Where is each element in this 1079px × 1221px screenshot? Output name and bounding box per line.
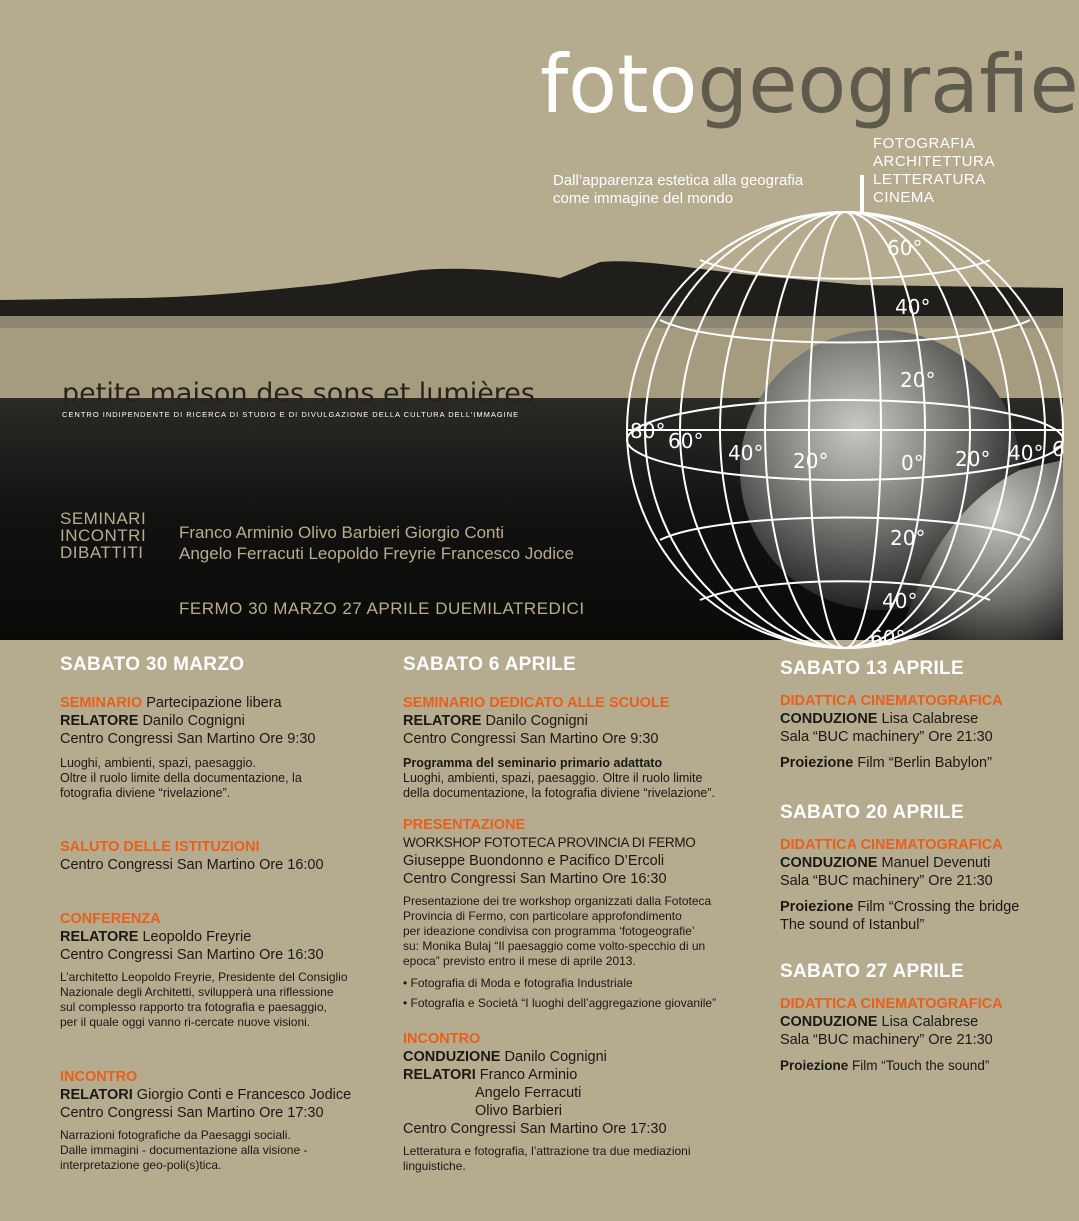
event-description: Programma del seminario primario adattato Luoghi, ambienti, spazi, paesaggio. Oltre il ruolo limite della documentazione, la fotografia diviene “rivelazione”. (403, 756, 715, 800)
format-item: DIBATTITI (60, 543, 144, 562)
host-name: Danilo Cognigni (500, 1049, 607, 1065)
format-item: INCONTRI (60, 526, 147, 545)
event-block (60, 910, 360, 1030)
speaker-name: Danilo Cognigni (481, 713, 588, 729)
film-title: Film “Berlin Babylon” (853, 755, 992, 771)
day-heading: SABATO 20 APRILE (780, 802, 964, 823)
event-block (60, 838, 360, 874)
day-heading: SABATO 27 APRILE (780, 961, 964, 982)
day-block (780, 804, 1040, 934)
event-type: DIDATTICA CINEMATOGRAFICA (780, 837, 1003, 853)
event-block (403, 1030, 743, 1174)
event-block (403, 694, 743, 801)
list-item: • Fotografia e Società “I luoghi dell’aggregazione giovanile” (403, 993, 743, 1013)
film-title: Film “Crossing the bridge (853, 899, 1020, 915)
host-name: Lisa Calabrese (877, 1014, 979, 1030)
event-venue: Centro Congressi San Martino Ore 16:30 (60, 947, 324, 963)
lon-label: 40° (728, 441, 764, 465)
speaker-name: Angelo Ferracuti (475, 1085, 582, 1101)
host-name: Manuel Devenuti (877, 855, 991, 871)
event-venue: Sala “BUC machinery” Ore 21:30 (780, 873, 993, 889)
event-description: Narrazioni fotografiche da Paesaggi sociali. Dalle immagini - documentazione alla visione - interpretazione geo-poli(s)tica. (60, 1128, 308, 1172)
lon-label: 0° (901, 451, 924, 475)
subtitle-line: come immagine del mondo (553, 190, 734, 207)
event-detail: Partecipazione libera (142, 695, 282, 711)
speakers-list (179, 522, 574, 564)
title-part-foto: foto (540, 38, 698, 131)
discipline-item: CINEMA (873, 189, 935, 206)
event-formats (60, 510, 146, 561)
lon-label: 20° (955, 447, 991, 471)
speaker-name: Leopoldo Freyrie (138, 929, 252, 945)
day-heading: SABATO 6 APRILE (403, 654, 577, 675)
event-type: DIDATTICA CINEMATOGRAFICA (780, 693, 1003, 709)
lon-label: 80° (630, 419, 666, 443)
event-type: SEMINARIO (60, 695, 143, 711)
host-label: CONDUZIONE (780, 1014, 878, 1030)
event-speakers: Giuseppe Buondonno e Pacifico D’Ercoli (403, 853, 665, 869)
list-item: • Fotografia di Moda e fotografia Industriale (403, 973, 743, 993)
lon-label: 40° (1008, 441, 1044, 465)
host-label: CONDUZIONE (780, 855, 878, 871)
day-block (780, 963, 1040, 1075)
subtitle-line: Dall’apparenza estetica alla geografia (553, 172, 804, 189)
organizer-subline: CENTRO INDIPENDENTE DI RICERCA DI STUDIO E DI DIVULGAZIONE DELLA CULTURA DELL’IMMAGINE (62, 410, 520, 419)
speaker-label: RELATORI (60, 1087, 133, 1103)
event-venue: Centro Congressi San Martino Ore 16:00 (60, 857, 324, 873)
speakers-line: Franco Arminio Olivo Barbieri Giorgio Conti (179, 523, 505, 542)
workshop-list (403, 973, 743, 1013)
lat-label: 40° (882, 589, 918, 613)
host-label: CONDUZIONE (403, 1049, 501, 1065)
event-dates: FERMO 30 MARZO 27 APRILE DUEMILATREDICI (179, 599, 585, 618)
lat-label: 60° (887, 236, 923, 260)
host-label: CONDUZIONE (780, 711, 878, 727)
screening-label: Proiezione (780, 755, 854, 771)
event-type: CONFERENZA (60, 911, 161, 927)
speaker-label: RELATORI (403, 1067, 476, 1083)
event-description: Presentazione dei tre workshop organizzati dalla Fototeca Provincia di Fermo, con particolare approfondimento per ideazione condivisa con programma ‘fotogeografie’ su: Monika Bulaj “Il paesaggio come volto-specchio di un epoca” previsto entro il mese di aprile 2013. (403, 894, 712, 968)
speakers-line: Angelo Ferracuti Leopoldo Freyrie Francesco Jodice (179, 544, 574, 563)
film-title: The sound of Istanbul” (780, 917, 925, 933)
speaker-name: Giorgio Conti e Francesco Jodice (132, 1087, 352, 1103)
lon-label: 60° (668, 429, 704, 453)
organizer-name: petite maison des sons et lumières (62, 378, 535, 409)
speaker-label: RELATORE (403, 713, 482, 729)
event-block (403, 816, 743, 1013)
host-name: Lisa Calabrese (877, 711, 979, 727)
event-venue: Centro Congressi San Martino Ore 9:30 (60, 731, 316, 747)
event-type: SALUTO DELLE ISTITUZIONI (60, 839, 260, 855)
screening-label: Proiezione (780, 1058, 849, 1073)
film-title: Film “Touch the sound” (848, 1058, 990, 1073)
event-venue: Centro Congressi San Martino Ore 17:30 (60, 1105, 324, 1121)
discipline-item: LETTERATURA (873, 171, 986, 188)
lat-label: 40° (895, 295, 931, 319)
speaker-name: Franco Arminio (475, 1067, 578, 1083)
lat-label: 20° (890, 526, 926, 550)
lon-label: 6 (1052, 437, 1065, 461)
event-description: Letteratura e fotografia, l’attrazione tra due mediazioni linguistiche. (403, 1144, 691, 1173)
day-heading: SABATO 30 MARZO (60, 654, 245, 675)
event-type: INCONTRO (403, 1031, 481, 1047)
event-type: INCONTRO (60, 1069, 138, 1085)
format-item: SEMINARI (60, 509, 147, 528)
speaker-name: Danilo Cognigni (138, 713, 245, 729)
lat-label: 20° (900, 368, 936, 392)
event-description: Luoghi, ambienti, spazi, paesaggio. Oltre il ruolo limite della documentazione, la fotografia diviene “rivelazione”. (60, 756, 302, 800)
event-title-line: WORKSHOP FOTOTECA PROVINCIA DI FERMO (403, 835, 696, 850)
event-type: PRESENTAZIONE (403, 817, 526, 833)
program-column-2 (403, 656, 743, 674)
discipline-item: FOTOGRAFIA (873, 135, 976, 152)
speaker-label: RELATORE (60, 713, 139, 729)
program-column-1 (60, 656, 360, 674)
event-block (60, 1068, 360, 1173)
event-venue: Centro Congressi San Martino Ore 16:30 (403, 871, 667, 887)
event-type: SEMINARIO DEDICATO ALLE SCUOLE (403, 695, 670, 711)
speaker-name: Olivo Barbieri (475, 1103, 563, 1119)
speaker-label: RELATORE (60, 929, 139, 945)
event-type: DIDATTICA CINEMATOGRAFICA (780, 996, 1003, 1012)
discipline-item: ARCHITETTURA (873, 153, 995, 170)
lon-label: 20° (793, 449, 829, 473)
event-venue: Sala “BUC machinery” Ore 21:30 (780, 729, 993, 745)
lat-label: 60° (870, 626, 906, 650)
day-block (780, 660, 1040, 772)
title-part-geografie: geografie (697, 38, 1079, 131)
screening-label: Proiezione (780, 899, 854, 915)
event-block (60, 694, 360, 801)
day-heading: SABATO 13 APRILE (780, 658, 964, 679)
event-venue: Centro Congressi San Martino Ore 17:30 (403, 1121, 667, 1137)
event-venue: Sala “BUC machinery” Ore 21:30 (780, 1032, 993, 1048)
event-venue: Centro Congressi San Martino Ore 9:30 (403, 731, 659, 747)
event-description: L’architetto Leopoldo Freyrie, Presidente del Consiglio Nazionale degli Architetti, svilupperà una riflessione sul complesso rapporto tra fotografia e paesaggio, per il quale oggi vanno ri-cercate nuove visioni. (60, 970, 348, 1029)
